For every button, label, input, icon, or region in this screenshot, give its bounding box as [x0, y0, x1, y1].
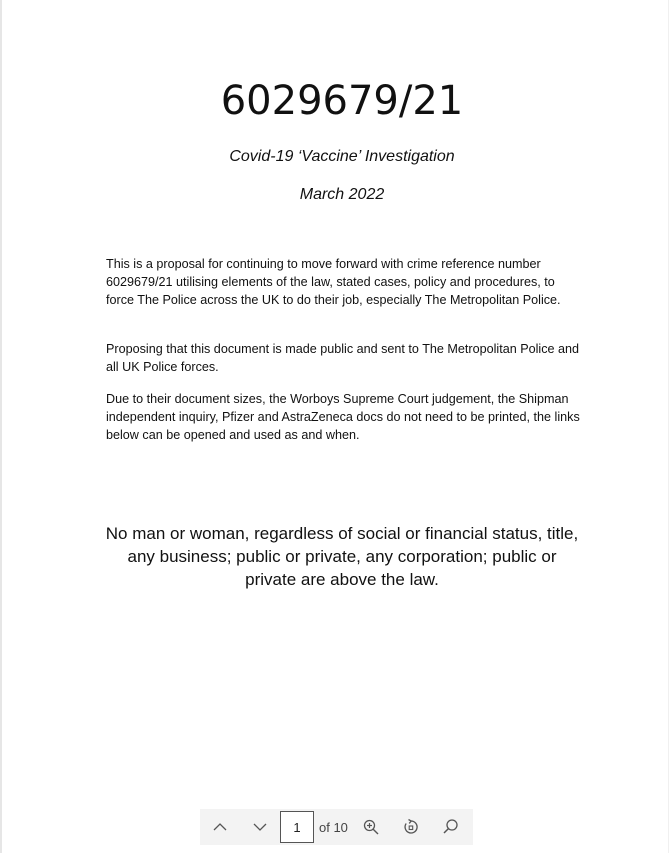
document-page [2, 0, 668, 853]
zoom-button[interactable] [351, 809, 391, 845]
chevron-down-icon [252, 819, 268, 835]
search-icon [442, 818, 460, 836]
page-number-input[interactable] [280, 811, 314, 843]
paragraph-document-sizes: Due to their document sizes, the Worboys Supreme Court judgement, the Shipman independent inquiry, Pfizer and AstraZeneca docs do not need to be printed, the links below can be opened and used as and when. [106, 392, 580, 442]
chevron-up-icon [212, 819, 228, 835]
previous-page-button[interactable] [200, 809, 240, 845]
document-subtitle: Covid-19 ‘Vaccine’ Investigation [229, 148, 455, 165]
zoom-in-icon [362, 818, 380, 836]
paragraph-public: Proposing that this document is made public and sent to The Metropolitan Police and all UK Police forces. [106, 342, 580, 374]
rotate-icon [402, 818, 420, 836]
document-title: 6029679/21 [220, 78, 464, 124]
rotate-button[interactable] [391, 809, 431, 845]
page-navigation-toolbar [200, 809, 473, 845]
search-button[interactable] [431, 809, 471, 845]
next-page-button[interactable] [240, 809, 280, 845]
paragraph-proposal: This is a proposal for continuing to move forward with crime reference number 6029679/21 utilising elements of the law, stated cases, policy and procedures, to force The Police across the UK to do their job, especially The Metropolitan Police. [106, 257, 561, 307]
quote-above-the-law: No man or woman, regardless of social or financial status, title, any business; public or private, any corporation; public or private are above the law. [105, 524, 579, 589]
document-date: March 2022 [299, 186, 385, 203]
page-count-label: of 10 [319, 819, 348, 835]
